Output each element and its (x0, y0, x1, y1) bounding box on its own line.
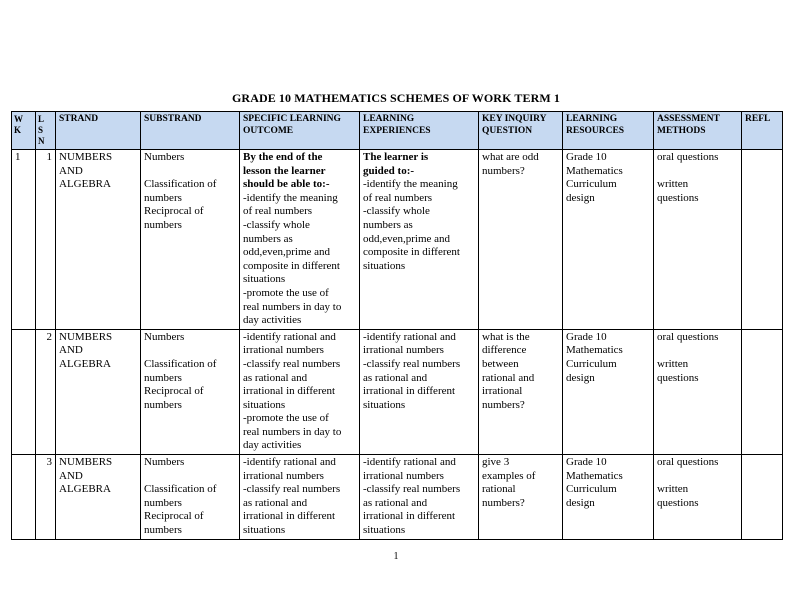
outcome-cell: By the end of the lesson the learner should be able to:- -identify the meaning of real numbers -classify whole numbers as odd,even,prime and composite in different situations -promote the use of real numbers in day to day activities (240, 150, 360, 330)
lesson-cell: 3 (36, 455, 56, 540)
experiences-cell: -identify rational and irrational numbers -classify real numbers as rational and irrational in different situations (360, 329, 479, 454)
reflection-cell (742, 329, 783, 454)
outcome-cell: -identify rational and irrational numbers -classify real numbers as rational and irrational in different situations (240, 455, 360, 540)
header-lesson: L S N (36, 112, 56, 150)
reflection-cell (742, 150, 783, 330)
experiences-cell: -identify rational and irrational numbers -classify real numbers as rational and irrational in different situations (360, 455, 479, 540)
resources-cell: Grade 10 Mathematics Curriculum design (563, 455, 654, 540)
table-row (12, 455, 783, 540)
week-cell (12, 455, 36, 540)
header-inquiry: KEY INQUIRY QUESTION (479, 112, 563, 150)
header-reflection: REFL (742, 112, 783, 150)
header-week: W K (12, 112, 36, 150)
outcome-cell: -identify rational and irrational numbers -classify real numbers as rational and irrational in different situations -promote the use of real numbers in day to day activities (240, 329, 360, 454)
page-number: 1 (393, 551, 399, 562)
week-cell (12, 329, 36, 454)
header-strand: STRAND (56, 112, 141, 150)
header-assessment: ASSESSMENT METHODS (654, 112, 742, 150)
assessment-cell: oral questions written questions (654, 150, 742, 330)
header-outcome: SPECIFIC LEARNING OUTCOME (240, 112, 360, 150)
strand-cell: NUMBERS AND ALGEBRA (56, 329, 141, 454)
week-cell: 1 (12, 150, 36, 330)
document-title: GRADE 10 MATHEMATICS SCHEMES OF WORK TERM 1 (232, 91, 560, 105)
resources-cell: Grade 10 Mathematics Curriculum design (563, 329, 654, 454)
substrand-cell: Numbers Classification of numbers Reciprocal of numbers (141, 150, 240, 330)
header-experiences: LEARNING EXPERIENCES (360, 112, 479, 150)
table-row (12, 150, 783, 330)
header-substrand: SUBSTRAND (141, 112, 240, 150)
reflection-cell (742, 455, 783, 540)
resources-cell: Grade 10 Mathematics Curriculum design (563, 150, 654, 330)
header-row (12, 112, 783, 150)
inquiry-cell: what is the difference between rational and irrational numbers? (479, 329, 563, 454)
lesson-cell: 1 (36, 150, 56, 330)
lesson-cell: 2 (36, 329, 56, 454)
assessment-cell: oral questions written questions (654, 455, 742, 540)
strand-cell: NUMBERS AND ALGEBRA (56, 455, 141, 540)
table-row (12, 329, 783, 454)
header-resources: LEARNING RESOURCES (563, 112, 654, 150)
substrand-cell: Numbers Classification of numbers Reciprocal of numbers (141, 329, 240, 454)
inquiry-cell: what are odd numbers? (479, 150, 563, 330)
scheme-of-work-table (11, 111, 783, 540)
inquiry-cell: give 3 examples of rational numbers? (479, 455, 563, 540)
assessment-cell: oral questions written questions (654, 329, 742, 454)
strand-cell: NUMBERS AND ALGEBRA (56, 150, 141, 330)
experiences-cell: The learner is guided to:- -identify the meaning of real numbers -classify whole numbers as odd,even,prime and composite in different situations (360, 150, 479, 330)
substrand-cell: Numbers Classification of numbers Reciprocal of numbers (141, 455, 240, 540)
